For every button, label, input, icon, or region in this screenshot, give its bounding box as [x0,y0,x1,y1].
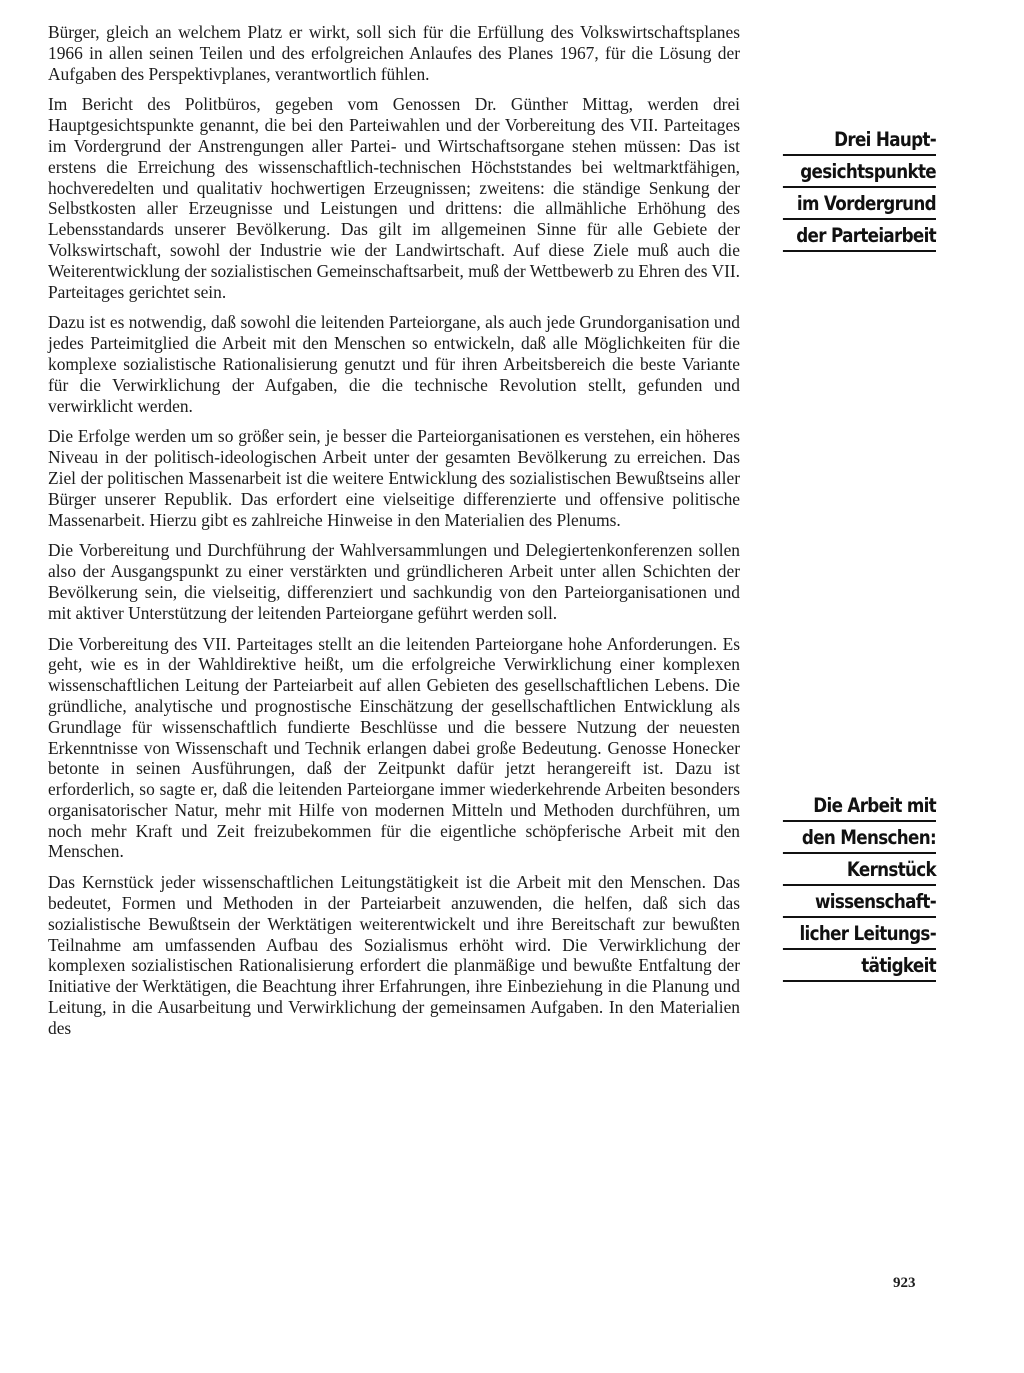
margin-heading-line: licher Leitungs- [783,918,936,950]
paragraph: Im Bericht des Politbüros, gegeben vom Genossen Dr. Günther Mittag, werden drei Hauptgesichtspunkte genannt, die bei den Parteiwahlen und der Vorbereitung des VII. Parteitages im Vordergrund der Anstrengungen aller Partei- und Wirtschaftsorgane stehen müssen: Das ist erstens die Erreichung des wissenschaftlich-technischen Höchststandes bei weltmarktfähigen, hochveredelten und qualitativ hochwertigen Erzeugnissen; zweitens: die ständige Senkung der Selbstkosten aller Erzeugnisse und Leistungen und drittens: die allmähliche Erhöhung des Lebensstandards unserer Bevölkerung. Das gilt im allgemeinen Sinne für alle Gebiete der Volkswirtschaft, sowohl der Industrie wie der Landwirtschaft. Auf diese Ziele muß auch die Weiterentwicklung der sozialistischen Gemeinschaftsarbeit, muß der Wettbewerb zu Ehren des VII. Parteitages gerichtet sein. [48,94,740,302]
paragraph: Das Kernstück jeder wissenschaftlichen Leitungstätigkeit ist die Arbeit mit den Menschen. Das bedeutet, Formen und Methoden in der Parteiarbeit anzuwenden, die helfen, daß sich das sozialistische Bewußtsein der Werktätigen weiterentwickelt und ihre Bereitschaft zur bewußten Teilnahme am umfassenden Aufbau des Sozialismus erhöht wird. Die Verwirklichung der komplexen sozialistischen Rationalisierung erfordert die planmäßige und bewußte Entfaltung der Initiative der Werktätigen, die Beachtung ihrer Erfahrungen, ihre Einbeziehung in die Planung und Leitung, in die Ausarbeitung und Verwirklichung der gemeinsamen Aufgaben. In den Materialien des [48,872,740,1038]
paragraph: Bürger, gleich an welchem Platz er wirkt, soll sich für die Erfüllung des Volkswirtschaftsplanes 1966 in allen seinen Teilen und des erfolgreichen Anlaufes des Planes 1967, für die Lösung der Aufgaben des Perspektivplanes, verantwortlich fühlen. [48,22,740,84]
main-text-column [48,22,740,1049]
paragraph: Dazu ist es notwendig, daß sowohl die leitenden Parteiorgane, als auch jede Grundorganisation und jedes Parteimitglied die Arbeit mit den Menschen so entwickeln, daß alle Möglichkeiten für die komplexe sozialistische Rationalisierung genutzt und für ihren Arbeitsbereich die beste Variante für die Verwirklichung der Aufgaben, die die technische Revolution stellt, gefunden und verwirklicht werden. [48,312,740,416]
margin-heading-line: im Vordergrund [783,188,936,220]
margin-heading-line: Die Arbeit mit [783,790,936,822]
margin-heading-drei-hauptgesichtspunkte [783,124,936,252]
paragraph: Die Vorbereitung des VII. Parteitages stellt an die leitenden Parteiorgane hohe Anforderungen. Es geht, wie es in der Wahldirektive heißt, um die erfolgreiche Verwirklichung einer komplexen wissenschaftlichen Leitung der Parteiarbeit auf allen Gebieten des gesellschaftlichen Lebens. Die gründliche, analytische und prognostische Einschätzung der gesellschaftlichen Entwicklung als Grundlage für wissenschaftlich fundierte Beschlüsse und die bessere Nutzung der neuesten Erkenntnisse von Wissenschaft und Technik erlangen dabei große Bedeutung. Genosse Honecker betonte in seinen Ausführungen, daß der Zeitpunkt dafür jetzt herangereift ist. Dazu ist erforderlich, so sagte er, daß die leitenden Parteiorgane immer wiederkehrende Arbeiten besonders organisatorischer Natur, mehr mit Hilfe von modernen Mitteln und Methoden durchführen, um noch mehr Kraft und Zeit freizubekommen für die eigentliche schöpferische Arbeit mit den Menschen. [48,633,740,862]
margin-heading-line: gesichtspunkte [783,156,936,188]
paragraph: Die Erfolge werden um so größer sein, je besser die Parteiorganisationen es verstehen, ein höheres Niveau in der politisch-ideologischen Arbeit unter der gesamten Bevölkerung zu erreichen. Das Ziel der politischen Massenarbeit ist die weitere Entwicklung des sozialistischen Bewußtseins aller Bürger unserer Republik. Das erfordert eine vielseitige differenzierte und offensive politische Massenarbeit. Hierzu gibt es zahlreiche Hinweise in den Materialien des Plenums. [48,426,740,530]
margin-heading-line: den Menschen: [783,822,936,854]
margin-heading-line: Drei Haupt- [783,124,936,156]
margin-heading-arbeit-mit-den-menschen [783,790,936,982]
margin-heading-line: Kernstück [783,854,936,886]
margin-heading-line: wissenschaft- [783,886,936,918]
margin-heading-line: tätigkeit [783,950,936,982]
margin-heading-line: der Parteiarbeit [783,220,936,252]
page-number: 923 [893,1275,916,1291]
paragraph: Die Vorbereitung und Durchführung der Wahlversammlungen und Delegiertenkonferenzen sollen also der Ausgangspunkt zu einer verstärkten und gründlicheren Arbeit unter allen Schichten der Bevölkerung sein, die vielseitig, differenziert und sachkundig von den Parteiorganisationen und mit aktiver Unterstützung der leitenden Parteiorgane geführt werden soll. [48,540,740,623]
